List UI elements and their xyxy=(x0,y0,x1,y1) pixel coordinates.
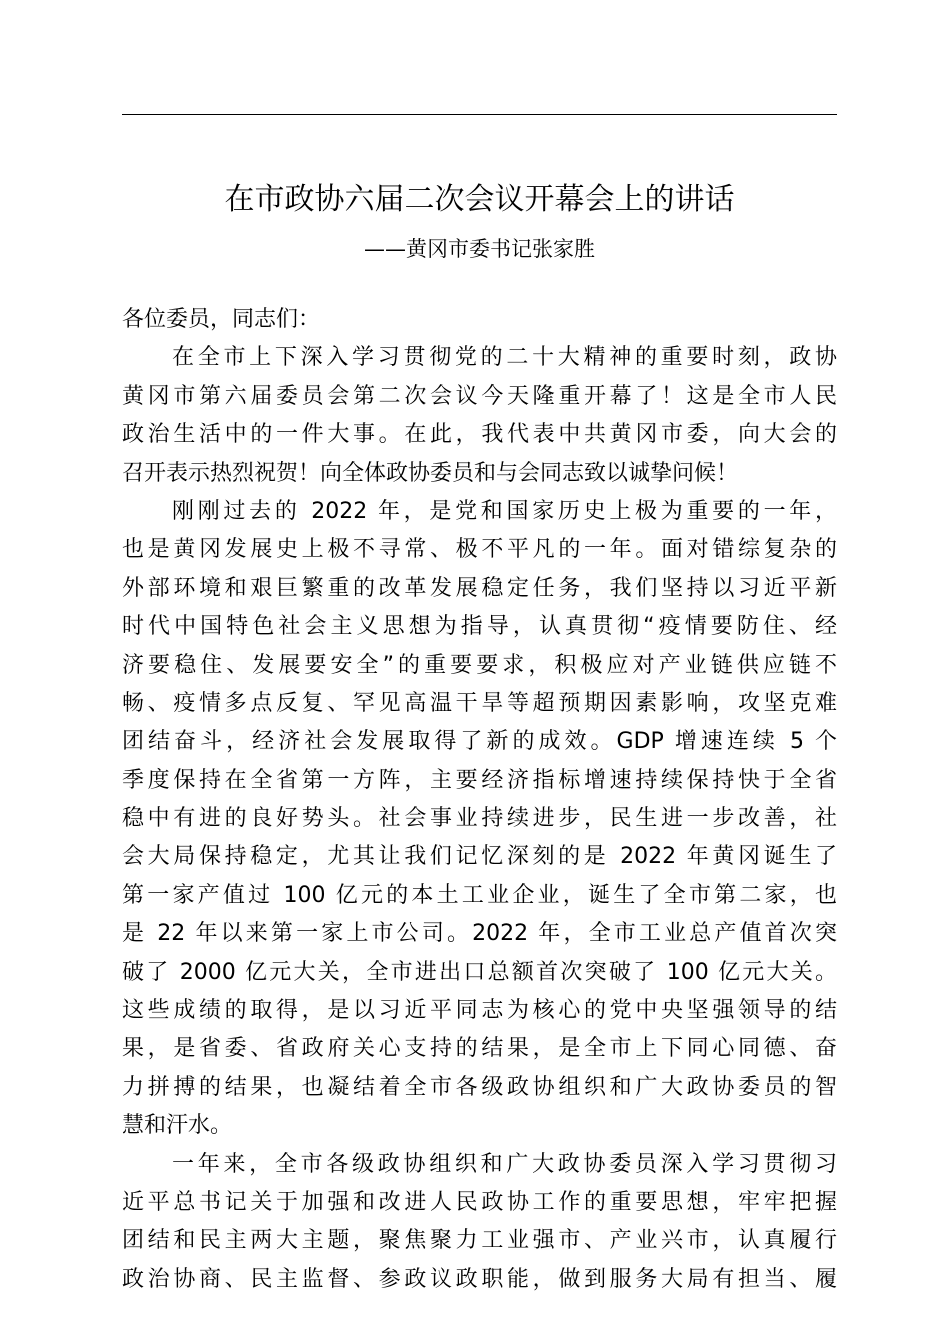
text-line: 召开表示热烈祝贺！向全体政协委员和与会同志致以诚挚问候！ xyxy=(122,460,739,486)
text-line: 第一家产值过 100 亿元的本土工业企业，诞生了全市第二家，也 xyxy=(122,882,837,908)
text-line: 这些成绩的取得，是以习近平同志为核心的党中央坚强领导的结 xyxy=(122,998,837,1024)
text-line: 济要稳住、发展要安全”的重要要求，积极应对产业链供应链不 xyxy=(122,652,837,678)
text-line: 破了 2000 亿元大关，全市进出口总额首次突破了 100 亿元大关。 xyxy=(122,959,837,985)
text-line: 季度保持在全省第一方阵，主要经济指标增速持续保持快于全省 xyxy=(122,767,837,793)
text-line: 力拼搏的结果，也凝结着全市各级政协组织和广大政协委员的智 xyxy=(122,1074,837,1100)
text-line: 果，是省委、省政府关心支持的结果，是全市上下同心同德、奋 xyxy=(122,1036,837,1062)
text-line: 团结奋斗，经济社会发展取得了新的成效。GDP 增速连续 5 个 xyxy=(122,729,837,755)
body-text xyxy=(122,301,837,1299)
text-line: 刚刚过去的 2022 年，是党和国家历史上极为重要的一年， xyxy=(172,498,837,524)
text-line: 也是黄冈发展史上极不寻常、极不平凡的一年。面对错综复杂的 xyxy=(122,537,837,563)
page-subtitle: ——黄冈市委书记张家胜 xyxy=(364,237,595,261)
text-line: 时代中国特色社会主义思想为指导，认真贯彻“疫情要防住、经 xyxy=(122,614,837,640)
text-line: 一年来，全市各级政协组织和广大政协委员深入学习贯彻习 xyxy=(172,1151,837,1177)
text-line: 是 22 年以来第一家上市公司。2022 年，全市工业总产值首次突 xyxy=(122,921,837,947)
text-line: 稳中有进的良好势头。社会事业持续进步，民生进一步改善，社 xyxy=(122,806,837,832)
text-line: 畅、疫情多点反复、罕见高温干旱等超预期因素影响，攻坚克难 xyxy=(122,690,837,716)
text-line: 在全市上下深入学习贯彻党的二十大精神的重要时刻，政协 xyxy=(172,345,837,371)
text-line: 黄冈市第六届委员会第二次会议今天隆重开幕了！这是全市人民 xyxy=(122,383,837,409)
text-line: 慧和汗水。 xyxy=(122,1113,233,1139)
text-line: 外部环境和艰巨繁重的改革发展稳定任务，我们坚持以习近平新 xyxy=(122,575,837,601)
header-rule xyxy=(122,114,837,115)
text-line: 会大局保持稳定，尤其让我们记忆深刻的是 2022 年黄冈诞生了 xyxy=(122,844,837,870)
text-line: 团结和民主两大主题，聚焦聚力工业强市、产业兴市，认真履行 xyxy=(122,1228,837,1254)
text-line: 政治协商、民主监督、参政议政职能，做到服务大局有担当、履 xyxy=(122,1266,837,1292)
text-line: 各位委员，同志们： xyxy=(122,307,321,332)
text-line: 近平总书记关于加强和改进人民政协工作的重要思想，牢牢把握 xyxy=(122,1189,837,1215)
page-title: 在市政协六届二次会议开幕会上的讲话 xyxy=(224,182,735,217)
text-line: 政治生活中的一件大事。在此，我代表中共黄冈市委，向大会的 xyxy=(122,422,837,448)
